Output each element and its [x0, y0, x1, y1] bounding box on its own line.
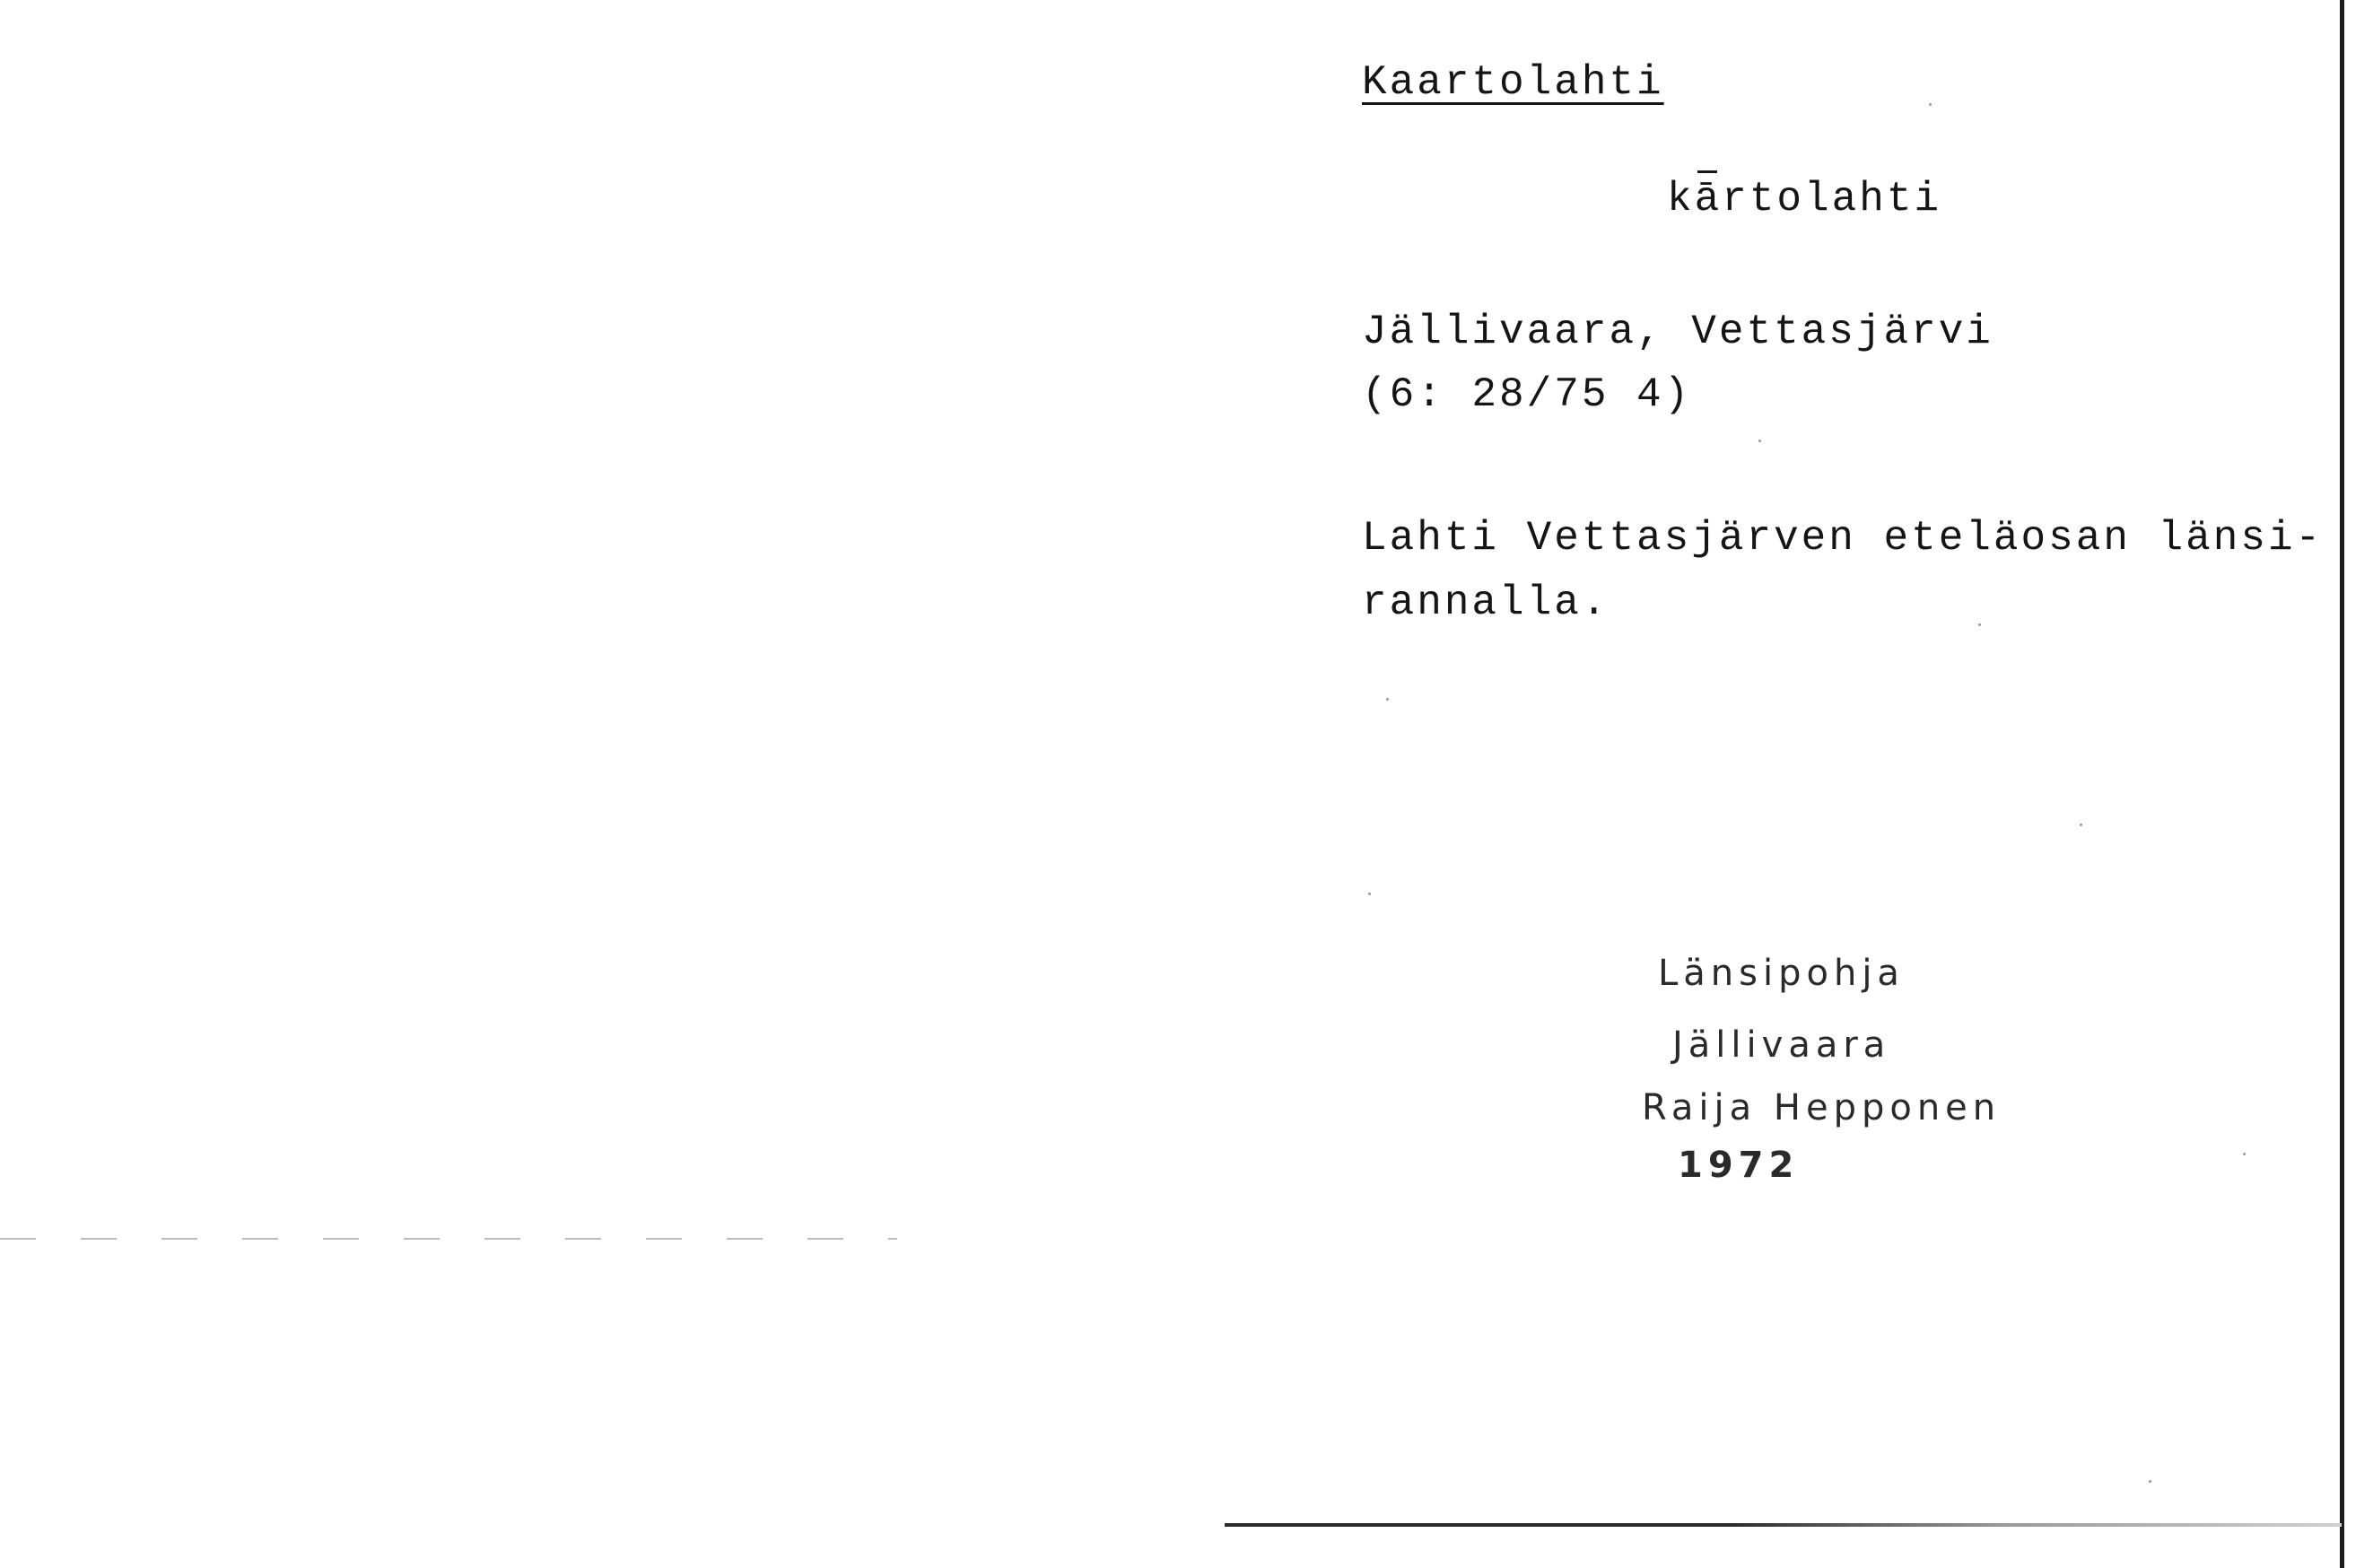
card-right-edge	[2340, 0, 2344, 1568]
location-line: Jällivaara, Vettasjärvi	[1362, 309, 1993, 355]
scan-speck	[2080, 823, 2082, 826]
stamp-year: 1972	[1678, 1145, 1800, 1186]
scan-speck	[1386, 698, 1389, 701]
stamp-region: Länsipohja	[1658, 953, 1905, 994]
scan-speck	[1978, 623, 1981, 626]
scan-speck	[1758, 440, 1761, 442]
pronunciation: kārtolahti	[1667, 176, 1942, 222]
place-name-title: Kaartolahti	[1362, 59, 1664, 106]
stamp-parish: Jällivaara	[1672, 1024, 1891, 1066]
scan-speck	[2149, 1480, 2151, 1483]
card-bottom-edge	[1225, 1523, 2342, 1527]
stamp-collector: Raija Hepponen	[1642, 1087, 2002, 1128]
scan-speck	[2243, 1153, 2246, 1155]
scan-speck	[1368, 893, 1371, 895]
scan-speck	[1929, 103, 1932, 106]
map-reference: (6: 28/75 4)	[1362, 371, 1692, 418]
description-line-2: rannalla.	[1362, 579, 1610, 626]
macron-mark	[1697, 170, 1717, 173]
scan-artifact-line	[0, 1238, 897, 1240]
description-line-1: Lahti Vettasjärven eteläosan länsi-	[1362, 515, 2324, 562]
